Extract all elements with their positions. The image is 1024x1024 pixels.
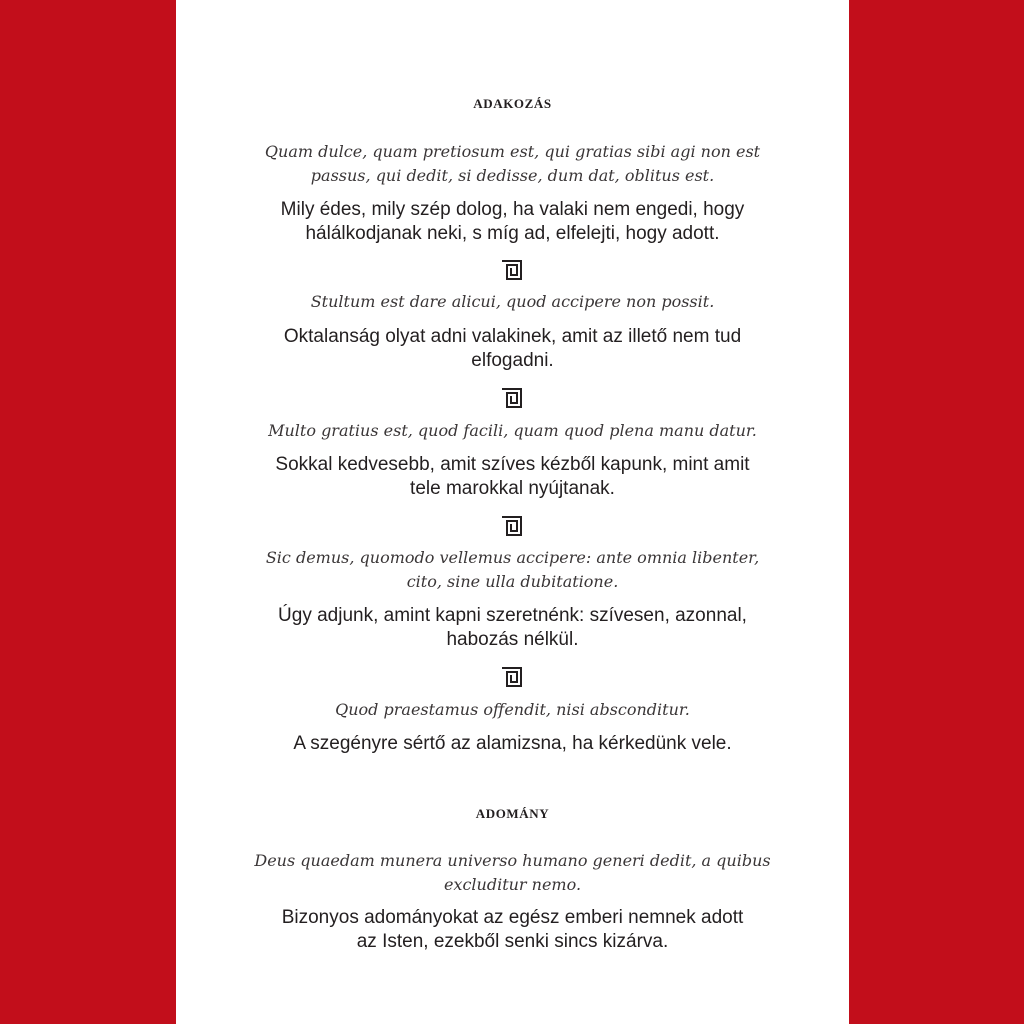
- quote-1-hungarian-line-1: Mily édes, mily szép dolog, ha valaki nem engedi, hogy: [280, 199, 745, 220]
- section-heading-adomany: ADOMÁNY: [475, 806, 550, 821]
- quote-1-latin-line-2: passus, qui dedit, si dedisse, dum dat, oblitus est.: [310, 166, 715, 185]
- quote-1-hungarian-line-2: hálálkodjanak neki, s míg ad, elfelejti, hogy adott.: [305, 223, 720, 244]
- quote-3-latin-line-1: Multo gratius est, quod facili, quam quod plena manu datur.: [268, 421, 757, 440]
- quote-4-hungarian-line-2: habozás nélkül.: [446, 629, 579, 650]
- quote-6-hungarian-line-2: az Isten, ezekből senki sincs kizárva.: [356, 931, 669, 952]
- greek-key-meander-icon: [501, 387, 523, 409]
- quote-6-latin-line-2: excluditur nemo.: [443, 875, 582, 894]
- quote-1-latin-line-1: Quam dulce, quam pretiosum est, qui gratias sibi agi non est: [264, 142, 761, 161]
- quote-3-hungarian-line-1: Sokkal kedvesebb, amit szíves kézből kapunk, mint amit: [275, 454, 750, 475]
- greek-key-meander-icon: [501, 259, 523, 281]
- quote-2-latin-line-1: Stultum est dare alicui, quod accipere non possit.: [310, 292, 715, 311]
- quote-4-latin-line-1: Sic demus, quomodo vellemus accipere: ante omnia libenter,: [265, 548, 760, 567]
- greek-key-meander-icon: [501, 666, 523, 688]
- quote-6-latin-line-1: Deus quaedam munera universo humano generi dedit, a quibus: [254, 851, 771, 870]
- quote-4-hungarian-line-1: Úgy adjunk, amint kapni szeretnénk: szívesen, azonnal,: [278, 605, 747, 626]
- quote-3-hungarian-line-2: tele marokkal nyújtanak.: [410, 478, 615, 499]
- section-heading-adakozas: ADAKOZÁS: [473, 96, 552, 111]
- quote-5-hungarian-line-1: A szegényre sértő az alamizsna, ha kérkedünk vele.: [293, 733, 732, 754]
- quote-6-hungarian-line-1: Bizonyos adományokat az egész emberi nemnek adott: [281, 907, 744, 928]
- quote-5-latin-line-1: Quod praestamus offendit, nisi absconditur.: [335, 700, 690, 719]
- quote-2-hungarian-line-2: elfogadni.: [471, 350, 554, 371]
- quote-4-latin-line-2: cito, sine ulla dubitatione.: [406, 572, 619, 591]
- greek-key-meander-icon: [501, 515, 523, 537]
- quote-2-hungarian-line-1: Oktalanság olyat adni valakinek, amit az illető nem tud: [283, 326, 742, 347]
- text-page: [176, 0, 849, 1024]
